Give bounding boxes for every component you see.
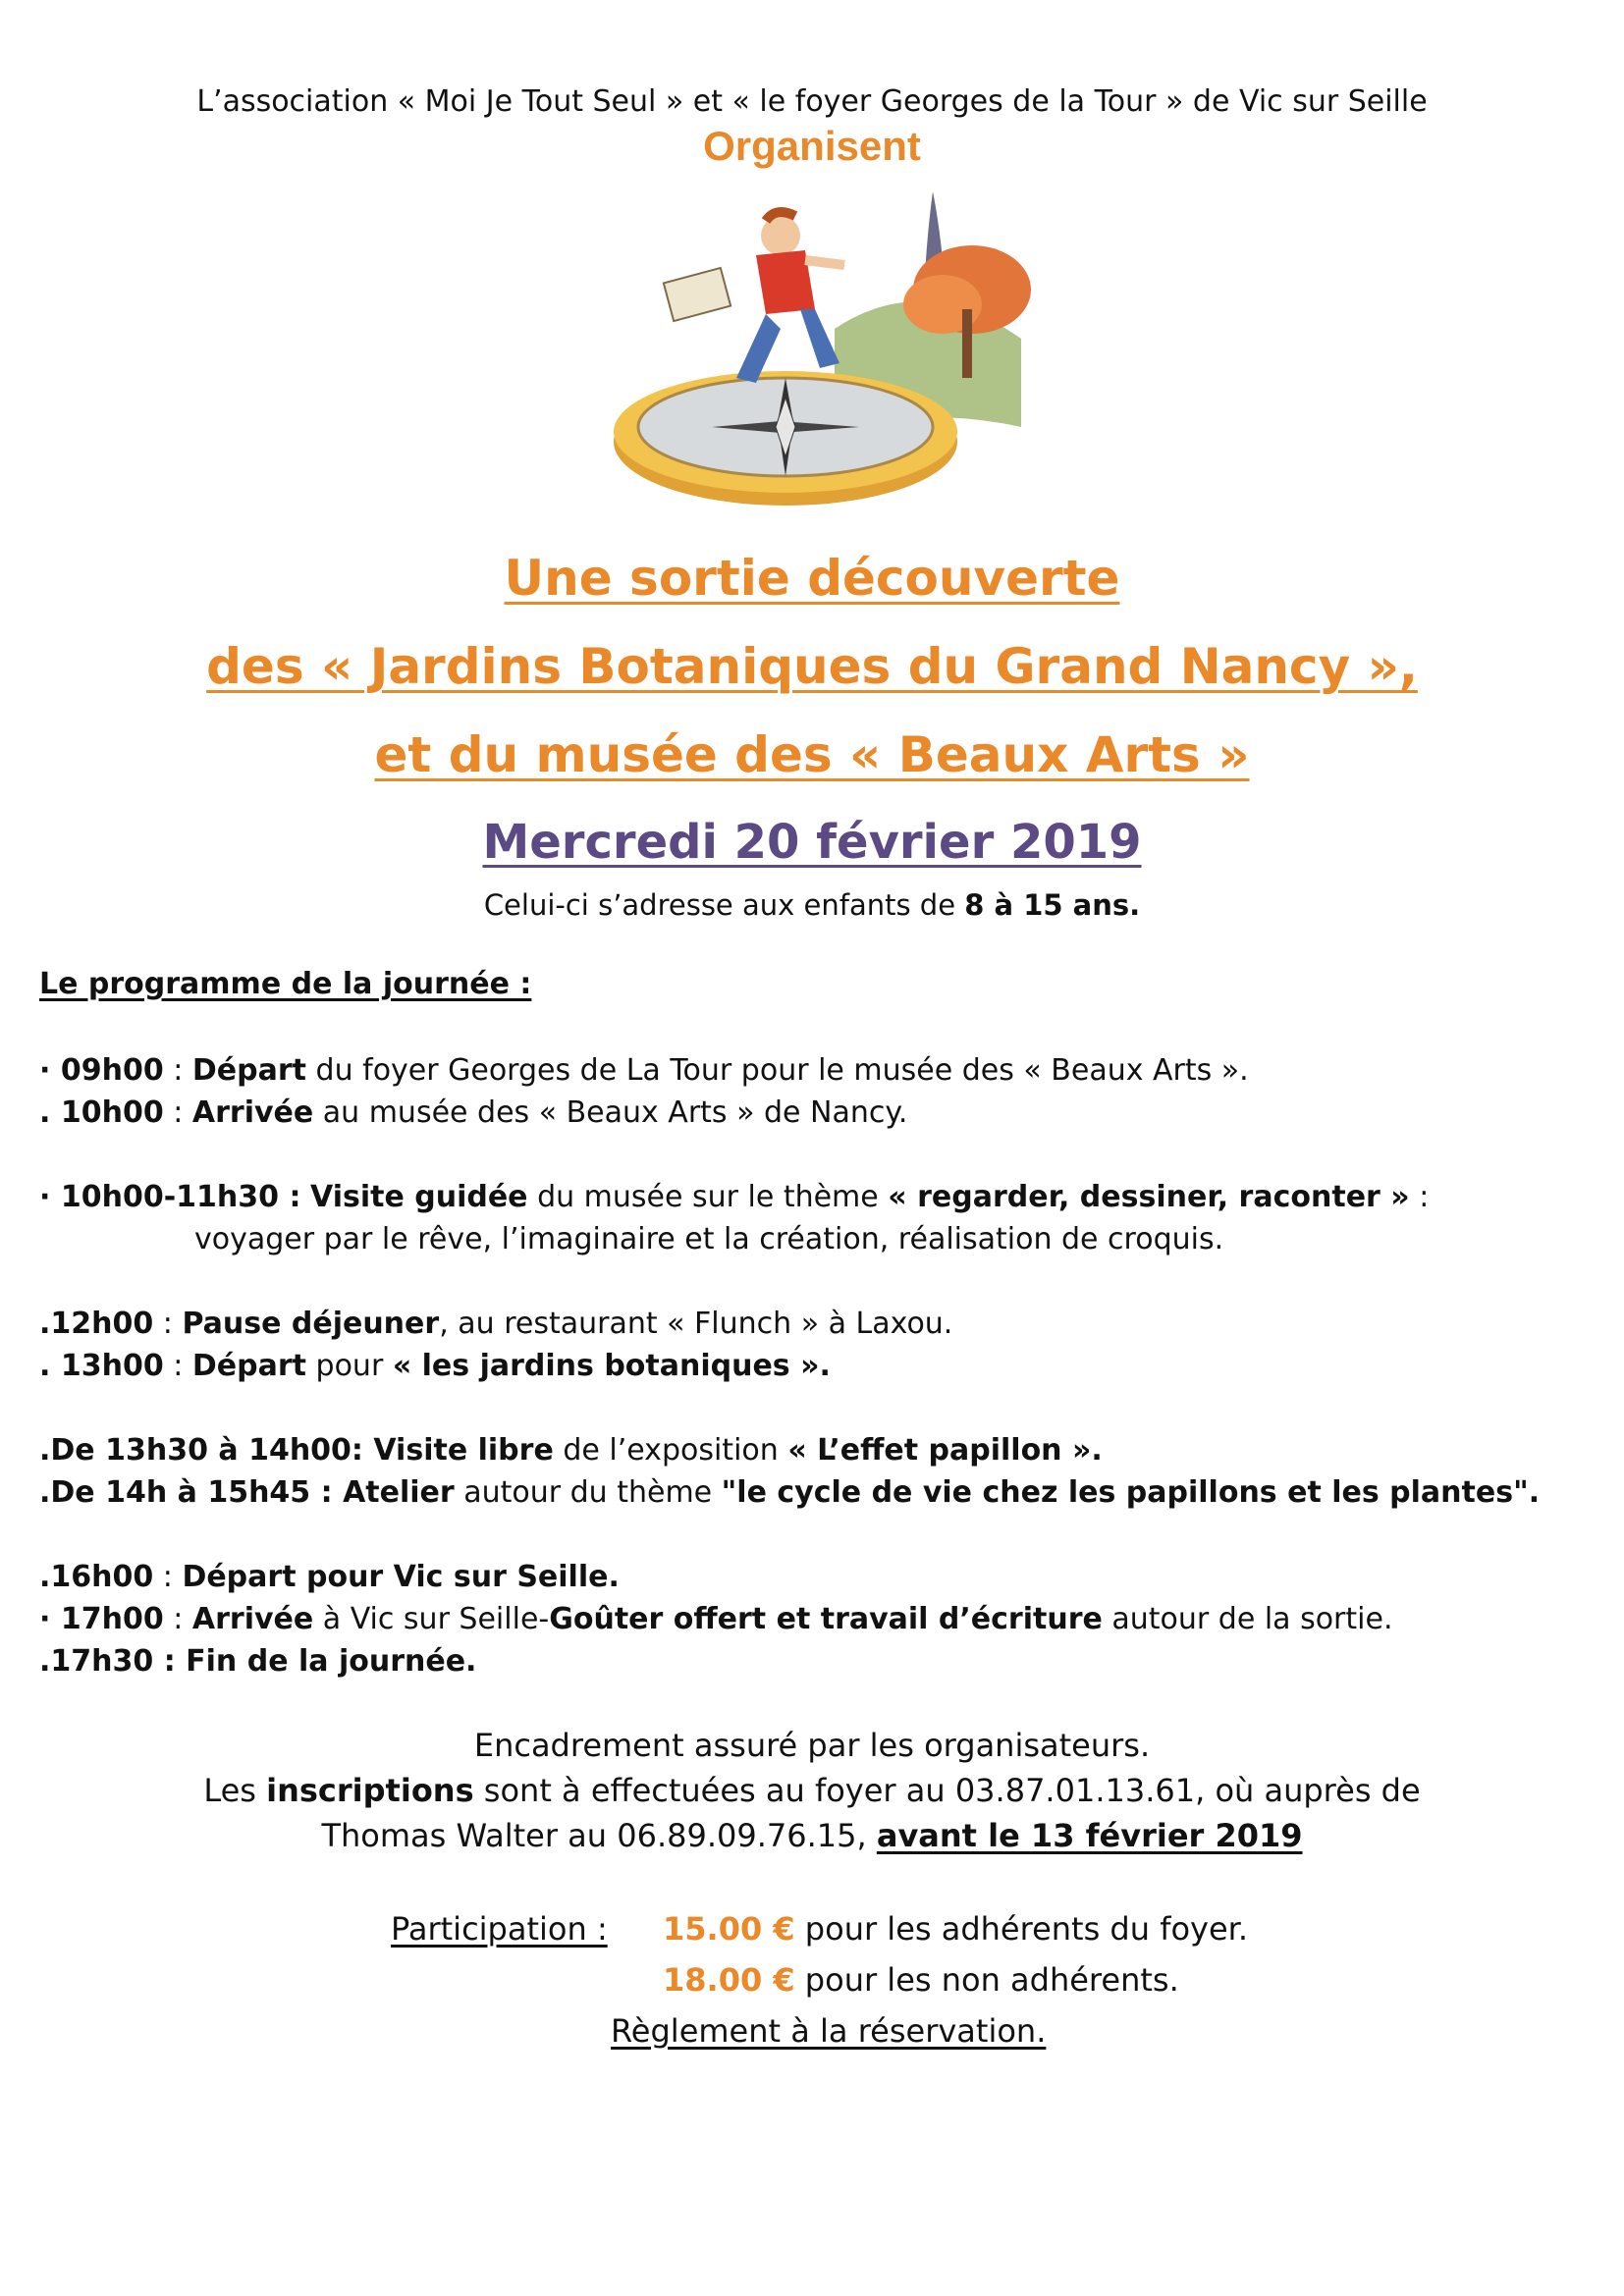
programme-theme: « les jardins botaniques ». bbox=[392, 1349, 831, 1383]
programme-text: pour bbox=[306, 1349, 393, 1383]
price-text: pour les non adhérents. bbox=[794, 1961, 1179, 1999]
audience-ages: 8 à 15 ans. bbox=[964, 888, 1141, 922]
programme-item bbox=[39, 1349, 831, 1383]
programme-theme: « regarder, dessiner, raconter » bbox=[888, 1180, 1410, 1214]
sep: : bbox=[163, 1095, 192, 1130]
programme-time: · 17h00 bbox=[39, 1602, 164, 1636]
title-line-1: Une sortie découverte bbox=[504, 550, 1120, 607]
programme-item bbox=[39, 1053, 1249, 1088]
programme-text: autour de la sortie. bbox=[1102, 1602, 1393, 1636]
programme-label: Arrivée bbox=[191, 1602, 314, 1636]
sep: : bbox=[153, 1307, 183, 1341]
running-boy-on-compass-illustration bbox=[609, 182, 1041, 515]
programme-text: : bbox=[1409, 1180, 1430, 1214]
programme-time: .17h30 : Fin de la journée. bbox=[39, 1644, 477, 1679]
programme-time: . 10h00 bbox=[39, 1095, 164, 1130]
programme-text: voyager par le rêve, l’imaginaire et la création, réalisation de croquis. bbox=[194, 1222, 1224, 1256]
participation-label: Participation : bbox=[391, 1910, 608, 1948]
event-date: Mercredi 20 février 2019 bbox=[482, 815, 1142, 870]
programme-label: Pause déjeuner bbox=[182, 1307, 440, 1341]
sep bbox=[300, 1180, 310, 1214]
programme-text: de l’exposition bbox=[553, 1433, 788, 1468]
programme-item bbox=[194, 1222, 1223, 1256]
programme-text: du foyer Georges de La Tour pour le musée des « Beaux Arts ». bbox=[306, 1053, 1249, 1088]
programme-item bbox=[39, 1602, 1392, 1636]
programme-item bbox=[39, 1560, 620, 1594]
programme-item bbox=[39, 1307, 952, 1341]
programme-theme: "le cycle de vie chez les papillons et les plantes". bbox=[721, 1475, 1541, 1510]
footer-contact bbox=[0, 1817, 1624, 1854]
programme-label: Départ pour Vic sur Seille. bbox=[182, 1560, 620, 1594]
programme-text: autour du thème bbox=[454, 1475, 722, 1510]
programme-label: Arrivée bbox=[191, 1095, 314, 1130]
price-amount: 18.00 € bbox=[663, 1961, 795, 1999]
programme-label: Départ bbox=[191, 1349, 306, 1383]
title-line-2: des « Jardins Botaniques du Grand Nancy », bbox=[206, 638, 1418, 695]
programme-item bbox=[39, 1644, 476, 1679]
programme-time: .De 14h à 15h45 : Atelier bbox=[39, 1475, 455, 1510]
reglement-note: Règlement à la réservation. bbox=[611, 2012, 1047, 2050]
footer-inscriptions bbox=[0, 1772, 1624, 1809]
footer-text: sont à effectuées au foyer au 03.87.01.13.61, où auprès de bbox=[473, 1772, 1421, 1809]
sep: : bbox=[163, 1053, 192, 1088]
price-text: pour les adhérents du foyer. bbox=[794, 1910, 1249, 1948]
title-line-3: et du musée des « Beaux Arts » bbox=[374, 726, 1250, 783]
programme-label: Départ bbox=[191, 1053, 306, 1088]
footer-text: Les bbox=[203, 1772, 267, 1809]
programme-time: . 13h00 bbox=[39, 1349, 164, 1383]
audience-line bbox=[0, 888, 1624, 922]
programme-text: au musée des « Beaux Arts » de Nancy. bbox=[313, 1095, 908, 1130]
footer-deadline: avant le 13 février 2019 bbox=[876, 1817, 1303, 1854]
programme-heading: Le programme de la journée : bbox=[39, 967, 532, 1001]
intro-line: L’association « Moi Je Tout Seul » et « le foyer Georges de la Tour » de Vic sur Seille bbox=[196, 84, 1428, 119]
programme-time: · 09h00 bbox=[39, 1053, 164, 1088]
programme-text: , au restaurant « Flunch » à Laxou. bbox=[439, 1307, 953, 1341]
programme-time: .16h00 bbox=[39, 1560, 154, 1594]
programme-item bbox=[39, 1475, 1540, 1510]
programme-time: · 10h00-11h30 : bbox=[39, 1180, 301, 1214]
programme-item bbox=[39, 1433, 1103, 1468]
programme-text: à Vic sur Seille- bbox=[313, 1602, 550, 1636]
organisent-heading: Organisent bbox=[703, 123, 921, 169]
footer-text: Thomas Walter au 06.89.09.76.15, bbox=[321, 1817, 877, 1854]
programme-theme: Goûter offert et travail d’écriture bbox=[549, 1602, 1103, 1636]
programme-time: .De 13h30 à 14h00: Visite libre bbox=[39, 1433, 554, 1468]
price-adherents bbox=[663, 1910, 1248, 1948]
footer-encadrement: Encadrement assuré par les organisateurs. bbox=[473, 1727, 1151, 1764]
programme-theme: « L’effet papillon ». bbox=[787, 1433, 1103, 1468]
sep: : bbox=[163, 1602, 192, 1636]
programme-item bbox=[39, 1180, 1429, 1214]
sep: : bbox=[163, 1349, 192, 1383]
price-non-adherents bbox=[663, 1961, 1179, 1999]
sep: : bbox=[153, 1560, 183, 1594]
programme-label: Visite guidée bbox=[310, 1180, 528, 1214]
footer-inscriptions-label: inscriptions bbox=[266, 1772, 474, 1809]
programme-text: du musée sur le thème bbox=[527, 1180, 889, 1214]
audience-prefix: Celui-ci s’adresse aux enfants de bbox=[483, 888, 965, 922]
programme-time: .12h00 bbox=[39, 1307, 154, 1341]
price-amount: 15.00 € bbox=[663, 1910, 795, 1948]
programme-item bbox=[39, 1095, 907, 1130]
